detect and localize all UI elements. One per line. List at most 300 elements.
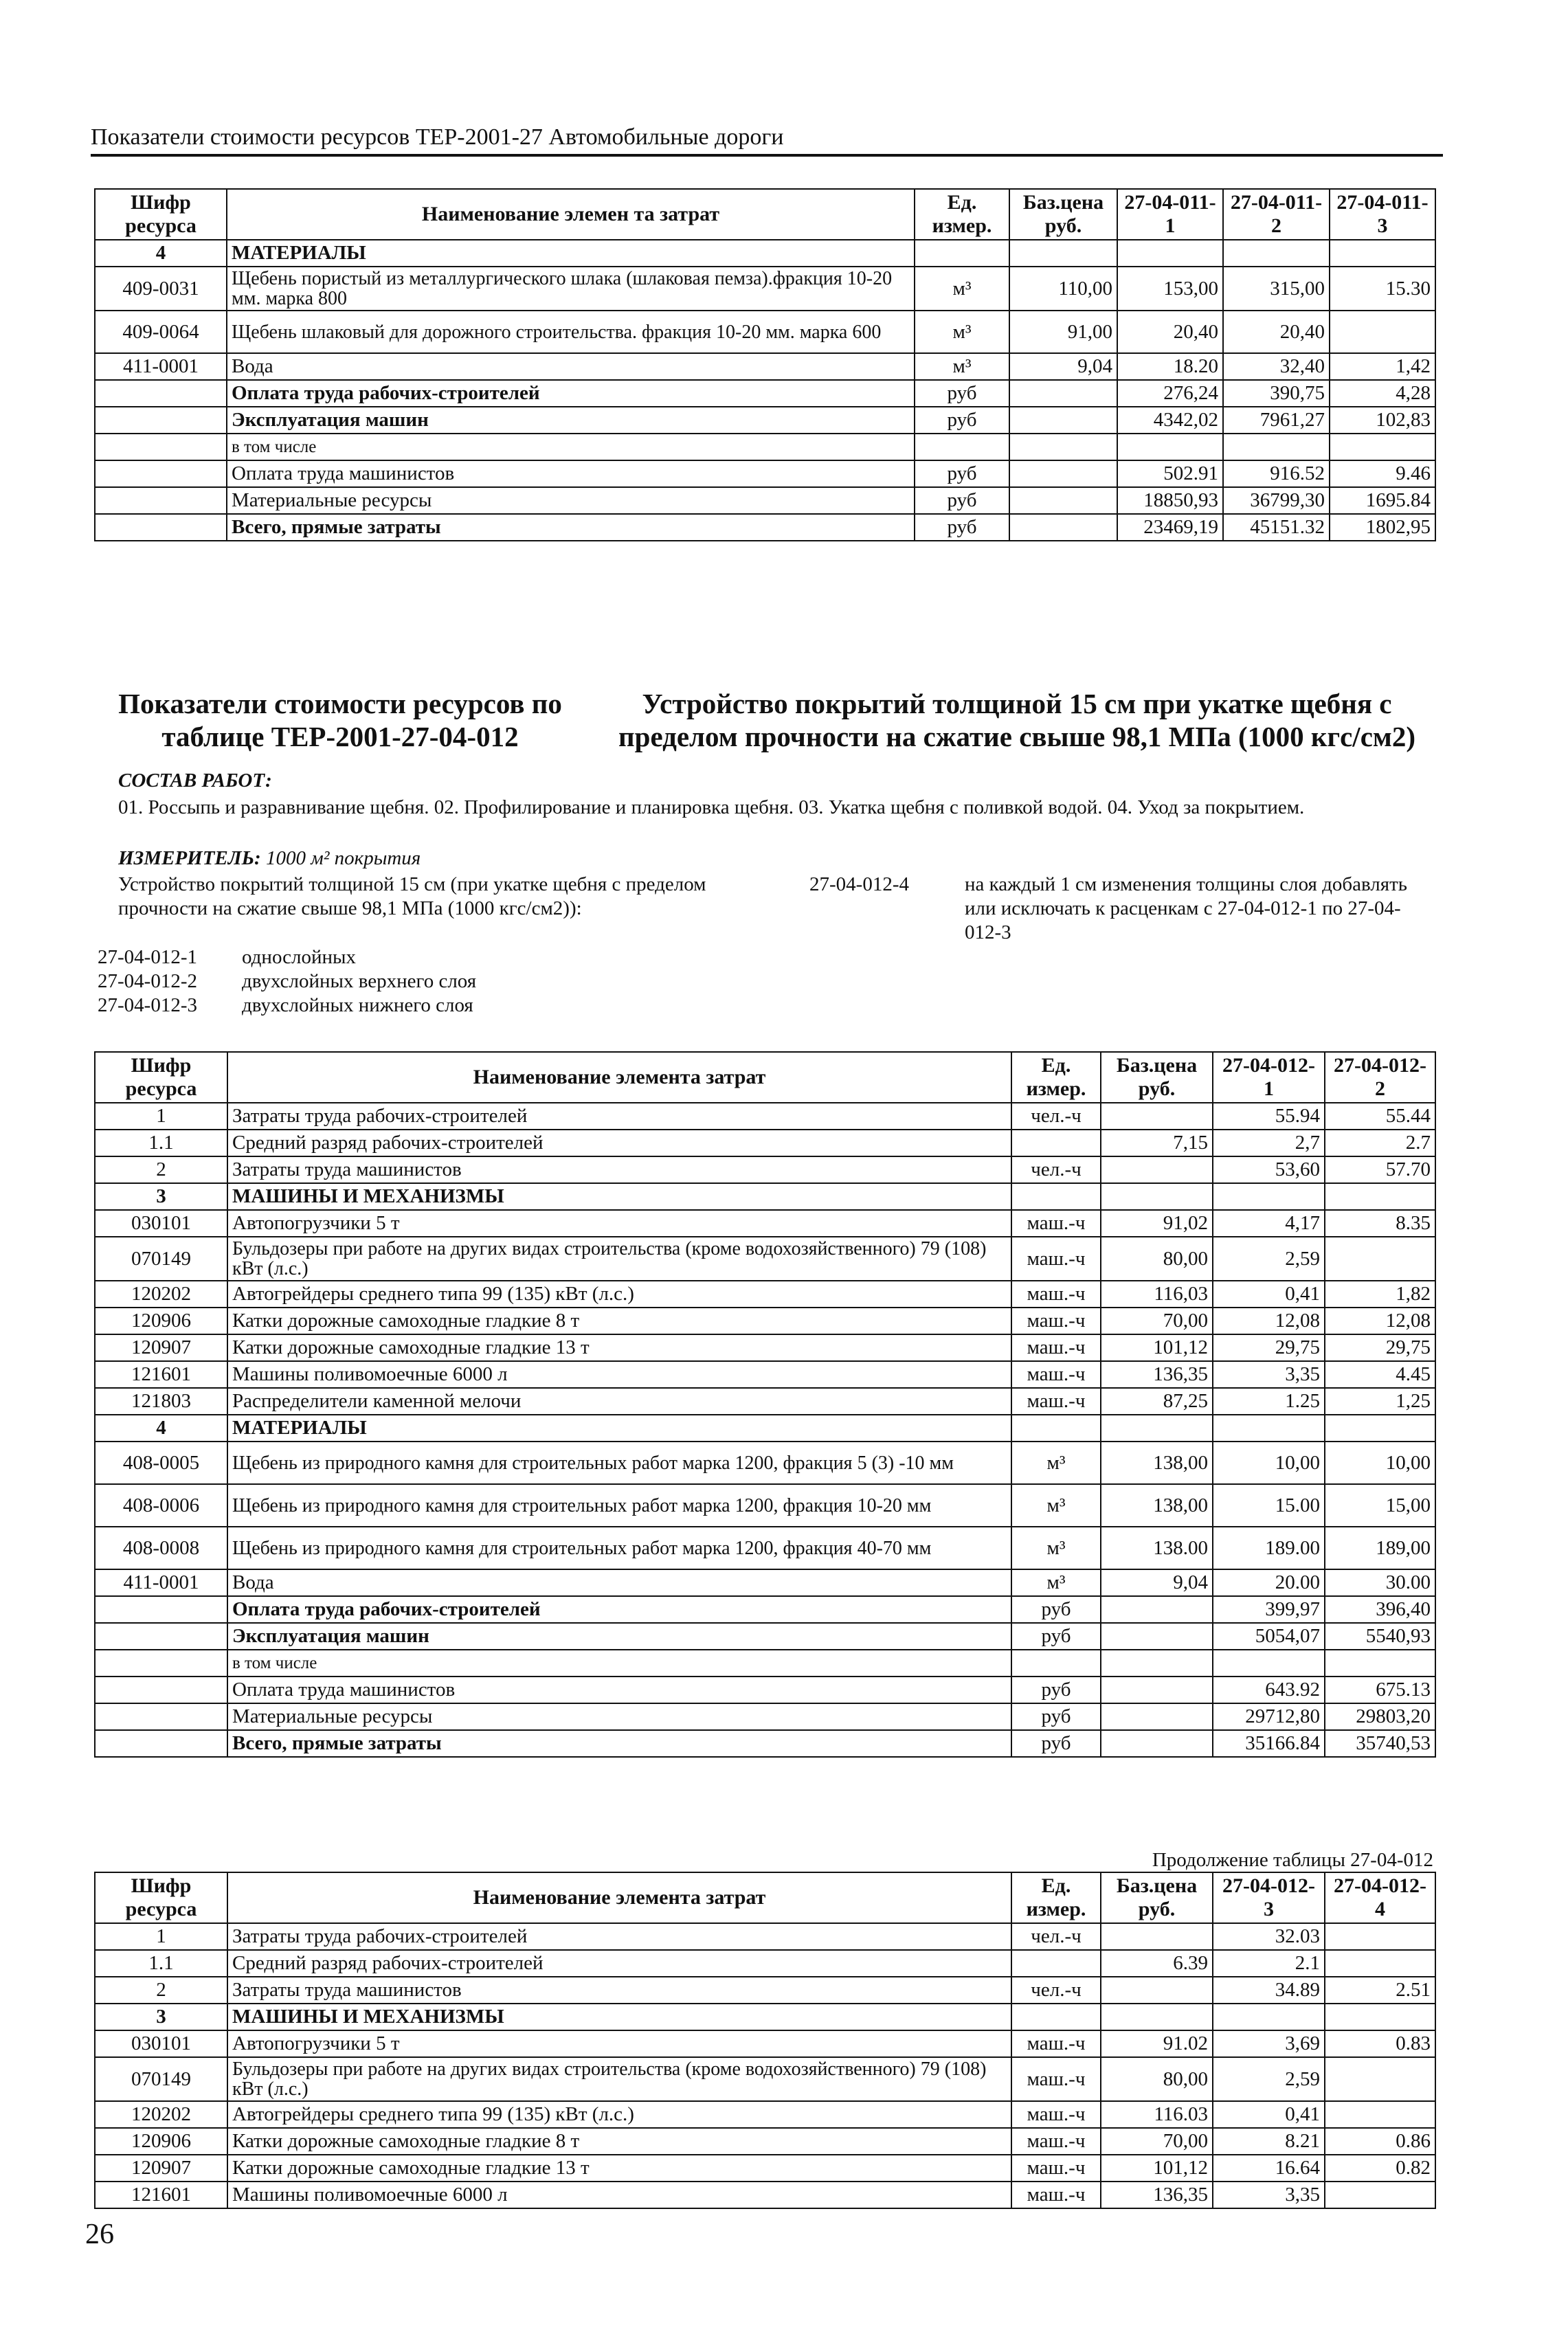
row-price: 101,12 [1101, 2155, 1213, 2182]
row-code: 408-0008 [95, 1527, 227, 1569]
row-unit: м³ [915, 311, 1009, 353]
col-header-name: Наименование элемен та затрат [227, 189, 915, 240]
row-value [1325, 1650, 1435, 1677]
row-value: 45151.32 [1223, 514, 1330, 541]
row-name: Щебень пористый из металлургического шлака (шлаковая пемза).фракция 10-20 мм. марка 800 [227, 267, 915, 311]
row-name: Оплата труда машинистов [227, 1677, 1011, 1703]
row-price [1101, 1623, 1213, 1650]
row-code [95, 460, 227, 487]
row-price: 6.39 [1101, 1950, 1213, 1977]
row-value: 32,40 [1223, 353, 1330, 380]
row-price: 138,00 [1101, 1484, 1213, 1527]
row-code [95, 1623, 227, 1650]
row-price: 91,02 [1101, 1210, 1213, 1237]
row-value: 32.03 [1213, 1923, 1325, 1950]
row-unit: м³ [915, 353, 1009, 380]
row-value [1325, 2182, 1435, 2208]
row-value: 35740,53 [1325, 1730, 1435, 1757]
row-name: Автопогрузчики 5 т [227, 1210, 1011, 1237]
row-unit: маш.-ч [1011, 2128, 1101, 2155]
meter-line [118, 847, 421, 871]
row-value: 55.94 [1213, 1103, 1325, 1130]
col-header-price: Баз.цена руб. [1009, 189, 1117, 240]
row-value: 30.00 [1325, 1569, 1435, 1596]
table-row [95, 2155, 1435, 2182]
table-row [95, 380, 1435, 407]
rate-code-4: 27-04-012-4 [809, 873, 909, 895]
variant-item: 27-04-012-1 однослойных [98, 946, 357, 968]
row-name: Затраты труда машинистов [227, 1977, 1011, 2004]
row-name: Оплата труда машинистов [227, 460, 915, 487]
description: Устройство покрытий толщиной 15 см (при укатке щебня с пределом прочности на сжатие свыше 98,1 МПа (1000 кгс/см2)): [118, 873, 706, 919]
row-unit: м³ [1011, 1569, 1101, 1596]
row-unit: чел.-ч [1011, 1923, 1101, 1950]
table-row [95, 2128, 1435, 2155]
table-row [95, 1730, 1435, 1757]
row-name: Автогрейдеры среднего типа 99 (135) кВт (л.с.) [227, 2101, 1011, 2128]
row-unit: маш.-ч [1011, 2030, 1101, 2057]
table-row [95, 353, 1435, 380]
row-value: 55.44 [1325, 1103, 1435, 1130]
table-row [95, 1677, 1435, 1703]
row-price [1009, 434, 1117, 460]
row-value [1325, 1237, 1435, 1281]
row-code [95, 1677, 227, 1703]
row-price: 136,35 [1101, 1361, 1213, 1388]
row-value: 396,40 [1325, 1596, 1435, 1623]
row-code: 408-0006 [95, 1484, 227, 1527]
row-name: МАТЕРИАЛЫ [227, 1415, 1011, 1442]
row-unit: руб [915, 514, 1009, 541]
row-value [1117, 240, 1223, 267]
table-row [95, 1334, 1435, 1361]
row-value: 0.83 [1325, 2030, 1435, 2057]
col-header-rate: 27-04-012-4 [1325, 1872, 1435, 1923]
row-price [1101, 1650, 1213, 1677]
row-value: 390,75 [1223, 380, 1330, 407]
row-value: 3,69 [1213, 2030, 1325, 2057]
row-price: 110,00 [1009, 267, 1117, 311]
row-value: 102,83 [1330, 407, 1435, 434]
row-value: 643.92 [1213, 1677, 1325, 1703]
table-row [95, 407, 1435, 434]
row-code: 120906 [95, 2128, 227, 2155]
row-name: Вода [227, 353, 915, 380]
row-price [1009, 460, 1117, 487]
row-value [1325, 1923, 1435, 1950]
row-unit [1011, 2004, 1101, 2030]
continuation-label: Продолжение таблицы 27-04-012 [1152, 1849, 1433, 1871]
cost-table-27-04-012-part2 [94, 1872, 1436, 2209]
meter-label: ИЗМЕРИТЕЛЬ: [118, 847, 261, 869]
row-name: Щебень шлаковый для дорожного строительства. фракция 10-20 мм. марка 600 [227, 311, 915, 353]
col-header-rate: 27-04-011-3 [1330, 189, 1435, 240]
row-unit [1011, 1650, 1101, 1677]
row-unit: руб [915, 487, 1009, 514]
row-value: 1802,95 [1330, 514, 1435, 541]
row-value: 10,00 [1325, 1442, 1435, 1484]
row-code: 409-0031 [95, 267, 227, 311]
row-value: 5054,07 [1213, 1623, 1325, 1650]
row-unit: руб [1011, 1730, 1101, 1757]
row-value: 8.35 [1325, 1210, 1435, 1237]
row-value [1213, 1183, 1325, 1210]
row-value: 2.1 [1213, 1950, 1325, 1977]
row-code: 121601 [95, 2182, 227, 2208]
section-title-right: Устройство покрытий толщиной 15 см при укатке щебня с пределом прочности на сжатие свыше 98,1 МПа (1000 кгс/см2) [618, 688, 1415, 752]
row-price: 9,04 [1101, 1569, 1213, 1596]
row-name: в том числе [227, 1650, 1011, 1677]
row-code: 070149 [95, 1237, 227, 1281]
row-value: 29,75 [1325, 1334, 1435, 1361]
row-value: 675.13 [1325, 1677, 1435, 1703]
row-name: Распределители каменной мелочи [227, 1388, 1011, 1415]
row-value [1223, 240, 1330, 267]
table-row [95, 1361, 1435, 1388]
row-value: 20.00 [1213, 1569, 1325, 1596]
row-value: 12,08 [1213, 1308, 1325, 1334]
row-value: 20,40 [1117, 311, 1223, 353]
row-unit [915, 240, 1009, 267]
row-value: 18850,93 [1117, 487, 1223, 514]
meter-value: 1000 м² покрытия [265, 847, 421, 869]
row-price [1009, 380, 1117, 407]
table-row [95, 1308, 1435, 1334]
row-value: 5540,93 [1325, 1623, 1435, 1650]
row-value: 9.46 [1330, 460, 1435, 487]
row-code: 2 [95, 1977, 227, 2004]
row-unit: м³ [1011, 1484, 1101, 1527]
row-value: 15,00 [1325, 1484, 1435, 1527]
row-unit: маш.-ч [1011, 1281, 1101, 1308]
row-value [1325, 2004, 1435, 2030]
row-price: 138.00 [1101, 1527, 1213, 1569]
row-unit: маш.-ч [1011, 1334, 1101, 1361]
row-value: 15.00 [1213, 1484, 1325, 1527]
row-value [1330, 311, 1435, 353]
table-row [95, 1950, 1435, 1977]
row-value: 2.7 [1325, 1130, 1435, 1156]
row-name: в том числе [227, 434, 915, 460]
row-name: Машины поливомоечные 6000 л [227, 1361, 1011, 1388]
row-value: 2.51 [1325, 1977, 1435, 2004]
row-value: 189.00 [1213, 1527, 1325, 1569]
row-price: 101,12 [1101, 1334, 1213, 1361]
row-price: 9,04 [1009, 353, 1117, 380]
table-row [95, 1415, 1435, 1442]
table-row [95, 1130, 1435, 1156]
row-value: 1.25 [1213, 1388, 1325, 1415]
row-name: Машины поливомоечные 6000 л [227, 2182, 1011, 2208]
col-header-rate: 27-04-012-1 [1213, 1052, 1325, 1103]
variant-item: 27-04-012-3 двухслойных нижнего слоя [98, 994, 473, 1016]
table-row [95, 240, 1435, 267]
row-name: Всего, прямые затраты [227, 1730, 1011, 1757]
row-price [1101, 1103, 1213, 1130]
row-name: Эксплуатация машин [227, 1623, 1011, 1650]
row-code: 121803 [95, 1388, 227, 1415]
row-unit: м³ [1011, 1527, 1101, 1569]
row-name: Всего, прямые затраты [227, 514, 915, 541]
table-row [95, 1703, 1435, 1730]
cost-table-27-04-011 [94, 188, 1436, 541]
row-unit [1011, 1130, 1101, 1156]
row-name: МАШИНЫ И МЕХАНИЗМЫ [227, 1183, 1011, 1210]
row-unit: руб [1011, 1596, 1101, 1623]
works-text: 01. Россыпь и разравнивание щебня. 02. Профилирование и планировка щебня. 03. Укатка щебня с поливкой водой. 04. Уход за покрытием. [118, 796, 1305, 818]
row-price [1101, 2004, 1213, 2030]
table-row [95, 1923, 1435, 1950]
row-name: МАТЕРИАЛЫ [227, 240, 915, 267]
row-unit: м³ [1011, 1442, 1101, 1484]
row-name: Катки дорожные самоходные гладкие 8 т [227, 1308, 1011, 1334]
col-header-rate: 27-04-012-2 [1325, 1052, 1435, 1103]
row-value: 36799,30 [1223, 487, 1330, 514]
row-code [95, 1703, 227, 1730]
row-code: 030101 [95, 2030, 227, 2057]
table-row [95, 2004, 1435, 2030]
row-value: 15.30 [1330, 267, 1435, 311]
row-value: 57.70 [1325, 1156, 1435, 1183]
row-price: 91.02 [1101, 2030, 1213, 2057]
row-value: 35166.84 [1213, 1730, 1325, 1757]
table-row [95, 2030, 1435, 2057]
row-value: 29,75 [1213, 1334, 1325, 1361]
row-value: 916.52 [1223, 460, 1330, 487]
row-value [1330, 240, 1435, 267]
table-row [95, 1596, 1435, 1623]
row-value: 29803,20 [1325, 1703, 1435, 1730]
row-value: 12,08 [1325, 1308, 1435, 1334]
row-code: 4 [95, 240, 227, 267]
row-value [1325, 2057, 1435, 2101]
rate-code-4-text: на каждый 1 см изменения толщины слоя добавлять или исключать к расценкам с 27-04-012-1 по 27-04-012-3 [965, 873, 1408, 943]
works-label: СОСТАВ РАБОТ: [118, 770, 272, 792]
row-value [1213, 1415, 1325, 1442]
row-value: 34.89 [1213, 1977, 1325, 2004]
row-value: 1695.84 [1330, 487, 1435, 514]
row-value [1325, 1950, 1435, 1977]
row-code: 3 [95, 2004, 227, 2030]
col-header-unit: Ед. измер. [1011, 1872, 1101, 1923]
row-value: 3,35 [1213, 2182, 1325, 2208]
col-header-rate: 27-04-012-3 [1213, 1872, 1325, 1923]
table-row [95, 1977, 1435, 2004]
row-name: Бульдозеры при работе на других видах строительства (кроме водохозяйственного) 79 (108) кВт (л.с.) [227, 2057, 1011, 2101]
row-unit: чел.-ч [1011, 1156, 1101, 1183]
row-code: 1.1 [95, 1130, 227, 1156]
cost-table-27-04-012-part1 [94, 1051, 1436, 1758]
row-name: Оплата труда рабочих-строителей [227, 1596, 1011, 1623]
col-header-code: Шифр ресурса [95, 1872, 227, 1923]
row-name: Эксплуатация машин [227, 407, 915, 434]
page-header: Показатели стоимости ресурсов ТЕР-2001-27 Автомобильные дороги [91, 124, 1443, 157]
row-code [95, 380, 227, 407]
table-row [95, 1210, 1435, 1237]
row-unit: чел.-ч [1011, 1103, 1101, 1130]
row-value [1330, 434, 1435, 460]
variant-item: 27-04-012-2 двухслойных верхнего слоя [98, 970, 477, 992]
row-name: Щебень из природного камня для строительных работ марка 1200, фракция 5 (3) -10 мм [227, 1442, 1011, 1484]
row-value: 1,82 [1325, 1281, 1435, 1308]
row-code [95, 434, 227, 460]
row-price [1101, 1415, 1213, 1442]
row-name: Щебень из природного камня для строительных работ марка 1200, фракция 10-20 мм [227, 1484, 1011, 1527]
col-header-price: Баз.цена руб. [1101, 1052, 1213, 1103]
row-code: 1 [95, 1103, 227, 1130]
row-value: 315,00 [1223, 267, 1330, 311]
row-unit [915, 434, 1009, 460]
row-name: Катки дорожные самоходные гладкие 8 т [227, 2128, 1011, 2155]
row-unit: руб [915, 460, 1009, 487]
row-value: 399,97 [1213, 1596, 1325, 1623]
row-unit [1011, 1183, 1101, 1210]
row-value: 29712,80 [1213, 1703, 1325, 1730]
page-number: 26 [85, 2219, 114, 2250]
row-code: 1 [95, 1923, 227, 1950]
row-price: 70,00 [1101, 2128, 1213, 2155]
row-unit: руб [915, 407, 1009, 434]
row-code: 408-0005 [95, 1442, 227, 1484]
row-value: 20,40 [1223, 311, 1330, 353]
row-value: 1,25 [1325, 1388, 1435, 1415]
row-code: 120906 [95, 1308, 227, 1334]
row-code [95, 1730, 227, 1757]
table-row [95, 1623, 1435, 1650]
row-unit: чел.-ч [1011, 1977, 1101, 2004]
row-unit: руб [915, 380, 1009, 407]
row-price: 7,15 [1101, 1130, 1213, 1156]
row-name: Бульдозеры при работе на других видах строительства (кроме водохозяйственного) 79 (108) кВт (л.с.) [227, 1237, 1011, 1281]
row-price: 138,00 [1101, 1442, 1213, 1484]
col-header-price: Баз.цена руб. [1101, 1872, 1213, 1923]
row-unit [1011, 1950, 1101, 1977]
row-code: 070149 [95, 2057, 227, 2101]
table-row [95, 434, 1435, 460]
col-header-unit: Ед. измер. [1011, 1052, 1101, 1103]
row-value: 18.20 [1117, 353, 1223, 380]
table-row [95, 2182, 1435, 2208]
row-value: 0,41 [1213, 2101, 1325, 2128]
row-code [95, 514, 227, 541]
row-code: 409-0064 [95, 311, 227, 353]
row-unit: м³ [915, 267, 1009, 311]
row-price [1009, 407, 1117, 434]
row-name: МАШИНЫ И МЕХАНИЗМЫ [227, 2004, 1011, 2030]
table-row [95, 1237, 1435, 1281]
row-value: 0,41 [1213, 1281, 1325, 1308]
table-row [95, 1388, 1435, 1415]
table-row [95, 1484, 1435, 1527]
row-price [1101, 1703, 1213, 1730]
row-value: 8.21 [1213, 2128, 1325, 2155]
table-row [95, 1281, 1435, 1308]
row-name: Затраты труда машинистов [227, 1156, 1011, 1183]
row-name: Средний разряд рабочих-строителей [227, 1950, 1011, 1977]
row-value [1325, 2101, 1435, 2128]
table-row [95, 487, 1435, 514]
row-price: 116.03 [1101, 2101, 1213, 2128]
row-value [1213, 2004, 1325, 2030]
table-row [95, 2101, 1435, 2128]
row-price [1101, 1677, 1213, 1703]
row-value: 0.86 [1325, 2128, 1435, 2155]
table-row [95, 1650, 1435, 1677]
row-price [1009, 514, 1117, 541]
table-row [95, 1569, 1435, 1596]
row-value: 7961,27 [1223, 407, 1330, 434]
row-name: Щебень из природного камня для строительных работ марка 1200, фракция 40-70 мм [227, 1527, 1011, 1569]
row-code: 2 [95, 1156, 227, 1183]
row-price [1101, 1156, 1213, 1183]
row-value: 2,7 [1213, 1130, 1325, 1156]
row-unit [1011, 1415, 1101, 1442]
col-header-rate: 27-04-011-1 [1117, 189, 1223, 240]
col-header-code: Шифр ресурса [95, 1052, 227, 1103]
row-price [1101, 1183, 1213, 1210]
row-price [1101, 1730, 1213, 1757]
row-name: Оплата труда рабочих-строителей [227, 380, 915, 407]
row-unit: маш.-ч [1011, 2057, 1101, 2101]
row-unit: маш.-ч [1011, 1388, 1101, 1415]
row-price: 70,00 [1101, 1308, 1213, 1334]
row-value: 4342,02 [1117, 407, 1223, 434]
row-code: 030101 [95, 1210, 227, 1237]
row-code: 411-0001 [95, 1569, 227, 1596]
table-row [95, 1527, 1435, 1569]
col-header-rate: 27-04-011-2 [1223, 189, 1330, 240]
row-unit: маш.-ч [1011, 1210, 1101, 1237]
row-code: 120907 [95, 1334, 227, 1361]
row-name: Затраты труда рабочих-строителей [227, 1923, 1011, 1950]
row-unit: руб [1011, 1623, 1101, 1650]
row-price [1009, 487, 1117, 514]
table-row [95, 2057, 1435, 2101]
table-row [95, 1103, 1435, 1130]
row-value: 153,00 [1117, 267, 1223, 311]
row-price: 136,35 [1101, 2182, 1213, 2208]
row-code [95, 1650, 227, 1677]
row-code: 121601 [95, 1361, 227, 1388]
row-name: Автопогрузчики 5 т [227, 2030, 1011, 2057]
row-price: 87,25 [1101, 1388, 1213, 1415]
row-value: 276,24 [1117, 380, 1223, 407]
table-row [95, 1442, 1435, 1484]
table-row [95, 311, 1435, 353]
row-value [1325, 1415, 1435, 1442]
row-value: 23469,19 [1117, 514, 1223, 541]
row-price: 80,00 [1101, 1237, 1213, 1281]
row-name: Материальные ресурсы [227, 1703, 1011, 1730]
row-value: 4.45 [1325, 1361, 1435, 1388]
row-code: 3 [95, 1183, 227, 1210]
table-row [95, 1156, 1435, 1183]
row-value: 4,17 [1213, 1210, 1325, 1237]
row-value: 2,59 [1213, 2057, 1325, 2101]
row-unit: маш.-ч [1011, 2155, 1101, 2182]
table-row [95, 460, 1435, 487]
table-row [95, 267, 1435, 311]
row-value: 10,00 [1213, 1442, 1325, 1484]
row-unit: маш.-ч [1011, 1361, 1101, 1388]
col-header-unit: Ед. измер. [915, 189, 1009, 240]
row-value: 2,59 [1213, 1237, 1325, 1281]
row-value [1213, 1650, 1325, 1677]
col-header-code: Шифр ресурса [95, 189, 227, 240]
col-header-name: Наименование элемента затрат [227, 1052, 1011, 1103]
section-title-left: Показатели стоимости ресурсов по таблице ТЕР-2001-27-04-012 [118, 688, 562, 752]
row-unit: маш.-ч [1011, 1237, 1101, 1281]
